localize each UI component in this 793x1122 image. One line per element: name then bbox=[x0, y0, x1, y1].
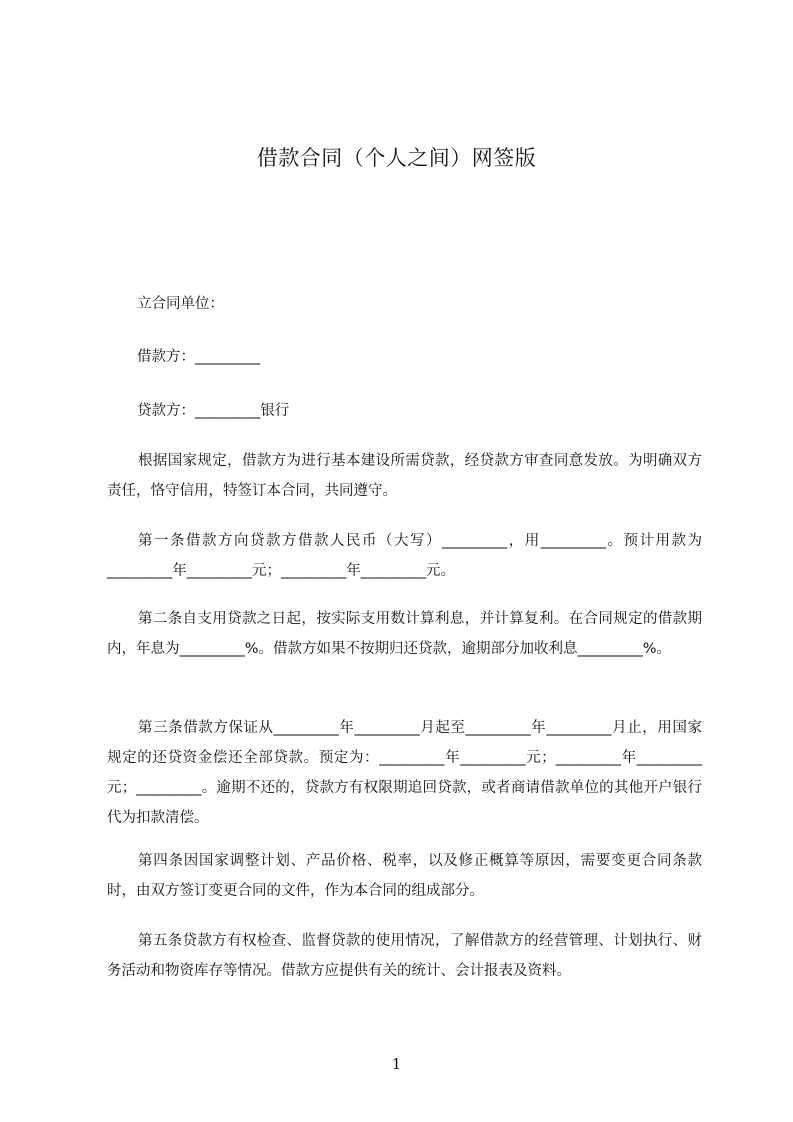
lender-line: 贷款方：_________银行 bbox=[137, 403, 290, 419]
page-number: 1 bbox=[391, 1055, 402, 1073]
document-title: 借款合同（个人之间）网签版 bbox=[256, 146, 537, 170]
article-3-paragraph: 第三条借款方保证从_________年_________月起至_________年_________月止，用国家规定的还贷资金偿还全部贷款。预定为：_________年_________元；_________年_________元；_________。逾期不还的，贷款方有权限期追回贷款，或者商请借款单位的其他开户银行代为扣款清偿。 bbox=[107, 720, 702, 826]
article-5-paragraph: 第五条贷款方有权检查、监督贷款的使用情况，了解借款方的经营管理、计划执行、财务活动和物资库存等情况。借款方应提供有关的统计、会计报表及资料。 bbox=[107, 933, 702, 979]
contract-unit-line: 立合同单位： bbox=[137, 296, 224, 312]
article-1-paragraph: 第一条借款方向贷款方借款人民币（大写）_________，用_________。预计用款为_________年_________元；_________年_________元。 bbox=[107, 533, 702, 579]
preamble-paragraph: 根据国家规定，借款方为进行基本建设所需贷款，经贷款方审查同意发放。为明确双方责任，恪守信用，特签订本合同，共同遵守。 bbox=[107, 453, 702, 499]
article-2-paragraph: 第二条自支用贷款之日起，按实际支用数计算利息，并计算复利。在合同规定的借款期内，年息为_________%。借款方如果不按期归还贷款，逾期部分加收利息_________%。 bbox=[107, 611, 702, 657]
borrower-line: 借款方：_________ bbox=[137, 349, 261, 365]
article-4-paragraph: 第四条因国家调整计划、产品价格、税率，以及修正概算等原因，需要变更合同条款时，由双方签订变更合同的文件，作为本合同的组成部分。 bbox=[107, 853, 702, 899]
